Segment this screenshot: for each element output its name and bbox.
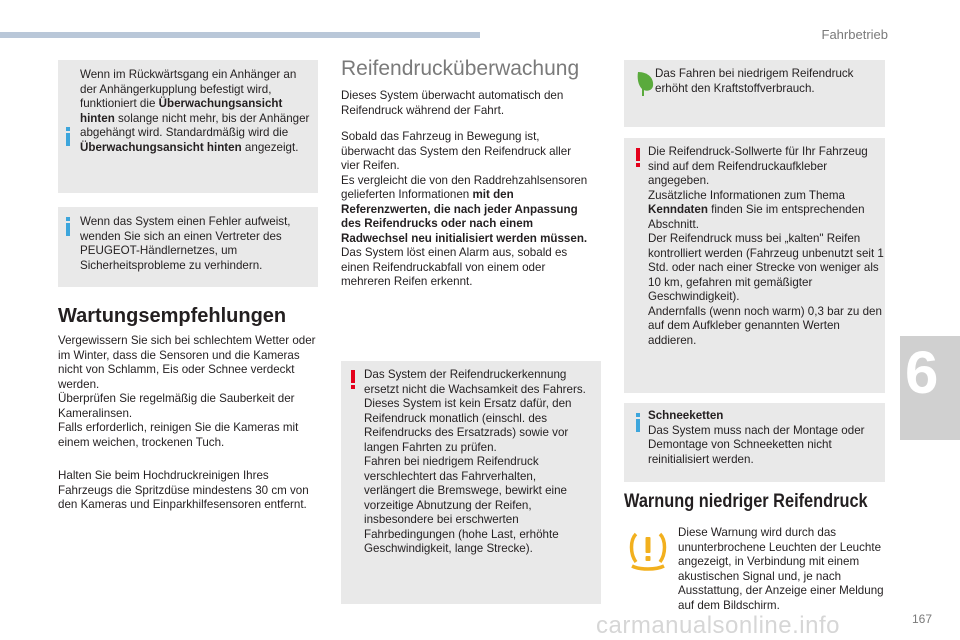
warning-box-pressure <box>624 138 885 393</box>
warning-text-pressure: Die Reifendruck-Sollwerte für Ihr Fahrzeug sind auf dem Reifendruckaufkleber angegeben. Zusätzliche Informationen zum Thema Kenndaten finden Sie im entsprechenden Abschnitt. Der Reifendruck muss bei „kalten" Reifen kontrolliert werden (Fahrzeug unbenutzt seit 1 Std. oder nach einer Strecke von weniger als 10 km, gefahren mit gemäßigter Geschwindigkeit). Andernfalls (wenn noch warm) 0,3 bar zu den auf dem Aufkleber genannten Werten addieren. <box>648 145 884 347</box>
heading-maintenance: Wartungsempfehlungen <box>58 305 287 327</box>
heading-low-pressure-warning: Warnung niedriger Reifendruck <box>624 491 868 512</box>
info-box-fault <box>58 207 318 287</box>
info-icon <box>636 419 640 432</box>
watermark: carmanualsonline.info <box>596 612 840 639</box>
section-title: Fahrbetrieb <box>821 27 888 42</box>
eco-box <box>624 60 885 127</box>
info-text-trailer: Wenn im Rückwärtsgang ein Anhänger an der Anhängerkupplung befestigt wird, funktioniert die Überwachungsansicht hinten solange nicht mehr, bis der Anhänger abgehängt wird. Standardmäßig wird die Überwachungsansicht hinten angezeigt. <box>80 68 310 154</box>
low-pressure-text: Diese Warnung wird durch das ununterbrochene Leuchten der Leuchte angezeigt, in Verbindung mit einem akustischen Signal und, je nach Ausstattung, der Anzeige einer Meldung auf dem Bildschirm. <box>678 526 884 612</box>
warning-box-tyre-system <box>341 361 601 604</box>
eco-text: Das Fahren bei niedrigem Reifendruck erhöht den Kraftstoffverbrauch. <box>655 67 854 95</box>
warning-icon <box>351 370 355 383</box>
info-icon <box>66 223 70 236</box>
info-icon <box>66 133 70 146</box>
header-bar <box>0 32 480 38</box>
info-box-snow-chains <box>624 403 885 482</box>
pressure-wash-text: Halten Sie beim Hochdruckreinigen Ihres Fahrzeugs die Spritzdüse mindestens 30 cm von den Kameras und Einparkhilfesensoren entfernt. <box>58 469 309 511</box>
maintenance-text: Vergewissern Sie sich bei schlechtem Wetter oder im Winter, dass die Sensoren und die Kameras nicht von Schlamm, Eis oder Schnee verdeckt werden. Überprüfen Sie regelmäßig die Sauberkeit der Kameralinsen. Falls erforderlich, reinigen Sie die Kameras mit einem weichen, trockenen Tuch. <box>58 334 316 449</box>
heading-tyre-monitoring: Reifendrucküberwachung <box>341 57 580 80</box>
info-text-fault: Wenn das System einen Fehler aufweist, wenden Sie sich an einen Vertreter des PEUGEOT-Händlernetzes, um Sicherheitsprobleme zu verhindern. <box>80 215 291 272</box>
warning-icon <box>636 148 640 161</box>
page-number: 167 <box>912 612 933 626</box>
info-text-snow-chains: Schneeketten Das System muss nach der Montage oder Demontage von Schneeketten nicht reinitialisiert werden. <box>648 409 865 466</box>
eco-leaf-icon <box>636 70 656 96</box>
info-box-trailer <box>58 60 318 193</box>
warning-text-tyre-system: Das System der Reifendruckerkennung ersetzt nicht die Wachsamkeit des Fahrers. Dieses System ist kein Ersatz dafür, den Reifendruck monatlich (einschl. des Reifendrucks des Ersatzrads) sowie vor langen Fahrten zu prüfen. Fahren bei niedrigem Reifendruck verschlechtert das Fahrverhalten, verlängert die Bremswege, bewirkt eine vorzeitige Abnutzung der Reifen, insbesondere bei erschwerten Fahrbedingungen (hohe Last, erhöhte Geschwindigkeit, lange Strecke). <box>364 368 586 555</box>
tyre-pressure-warning-icon <box>626 528 670 572</box>
tyre-monitoring-intro: Dieses System überwacht automatisch den Reifendruck während der Fahrt. <box>341 89 564 117</box>
tyre-monitoring-details: Sobald das Fahrzeug in Bewegung ist, überwacht das System den Reifendruck aller vier Reifen. Es vergleicht die von den Raddrehzahlsensoren gelieferten Informationen mit den Referenzwerten, die nach jeder Anpassung des Reifendrucks oder nach einem Radwechsel neu initialisiert werden müssen. Das System löst einen Alarm aus, sobald es einen Reifendruckabfall von einem oder mehreren Reifen erkennt. <box>341 130 588 288</box>
chapter-number: 6 <box>905 339 939 406</box>
